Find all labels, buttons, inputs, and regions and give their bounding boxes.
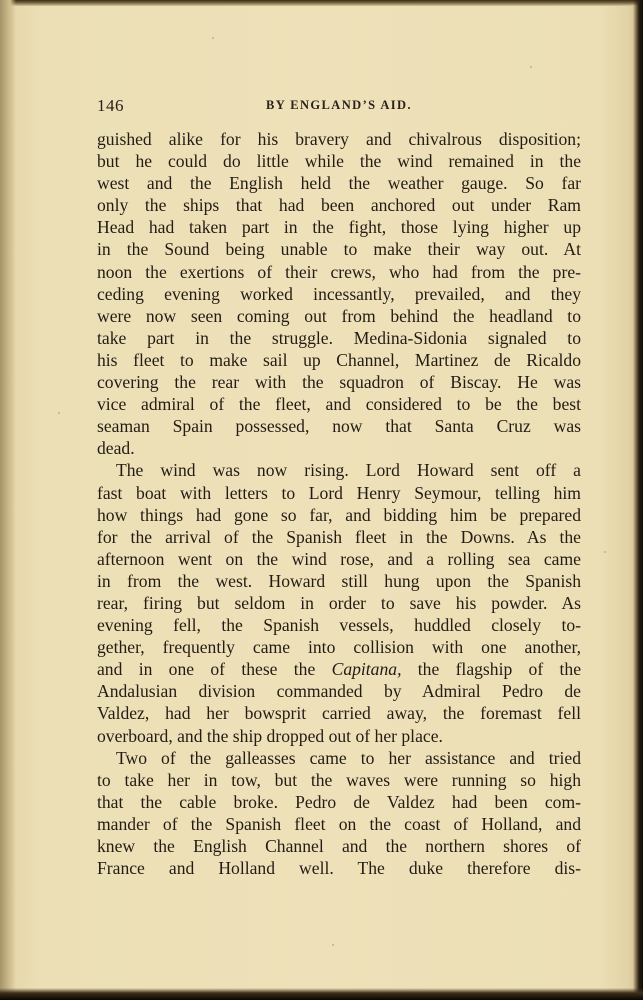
text-line: Andalusian division commanded by Admiral Pedro de: [97, 681, 581, 702]
text-line: noon the exertions of their crews, who had from the pre-: [97, 261, 581, 282]
gutter-shadow: [0, 0, 16, 1000]
paper-fleck: [212, 37, 214, 39]
page-top-edge: [0, 0, 643, 6]
text-line: west and the English held the weather gauge. So far: [97, 173, 581, 194]
text-line: ceding evening worked incessantly, prevailed, and they: [97, 283, 581, 304]
text-line: that the cable broke. Pedro de Valdez had been com-: [97, 791, 581, 812]
paper-fleck: [530, 66, 532, 68]
text-line: overboard, and the ship dropped out of her place.: [97, 725, 443, 746]
text-line: evening fell, the Spanish vessels, huddled closely to-: [97, 615, 581, 636]
running-head: [97, 96, 581, 118]
text-line: knew the English Channel and the northern shores of: [97, 836, 581, 856]
paragraph-first-line: The wind was now rising. Lord Howard sent off a: [116, 460, 581, 481]
page-number: 146: [97, 96, 124, 115]
running-title: BY ENGLAND’S AID.: [266, 98, 412, 112]
text-line: France and Holland well. The duke therefore dis-: [97, 858, 581, 879]
text-line: but he could do little while the wind remained in the: [97, 151, 581, 172]
page-right-edge: [633, 0, 643, 1000]
text-line: Head had taken part in the fight, those lying higher up: [97, 217, 581, 238]
text-line: fast boat with letters to Lord Henry Seymour, telling him: [97, 482, 581, 503]
ship-name: Capitana,: [331, 659, 402, 680]
text-line: gether, frequently came into collision with one another,: [97, 637, 581, 658]
text-line: vice admiral of the fleet, and considered to be the best: [97, 394, 581, 415]
paper-fleck: [58, 412, 60, 414]
text-line: dead.: [97, 438, 135, 459]
text-line: afternoon went on the wind rose, and a rolling sea came: [97, 548, 581, 569]
text-line: covering the rear with the squadron of Biscay. He was: [97, 372, 581, 393]
text-line: to take her in tow, but the waves were running so high: [97, 769, 581, 790]
text-line: [97, 658, 581, 680]
text-line: mander of the Spanish fleet on the coast of Holland, and: [97, 813, 581, 834]
text-line: take part in the struggle. Medina-Sidonia signaled to: [97, 327, 581, 348]
text-line: were now seen coming out from behind the headland to: [97, 305, 581, 326]
text-line: guished alike for his bravery and chivalrous disposition;: [97, 129, 581, 149]
paper-fleck: [604, 551, 606, 553]
text-line: in the Sound being unable to make their way out. At: [97, 239, 581, 260]
text-line: how things had gone so far, and bidding him be prepared: [97, 504, 581, 525]
text-line: Valdez, had her bowsprit carried away, the foremast fell: [97, 703, 581, 724]
page-bottom-edge: [0, 988, 643, 1000]
text-line: seaman Spain possessed, now that Santa Cruz was: [97, 416, 581, 437]
paper-fleck: [332, 944, 334, 946]
body-text: [97, 128, 581, 879]
text-line: for the arrival of the Spanish fleet in the Downs. As the: [97, 526, 581, 547]
text-line: rear, firing but seldom in order to save his powder. As: [97, 592, 581, 613]
paragraph-first-line: Two of the galleasses came to her assistance and tried: [116, 747, 581, 768]
text-line: in from the west. Howard still hung upon the Spanish: [97, 570, 581, 591]
text-line-end: the flagship of the: [401, 659, 581, 680]
text-line: only the ships that had been anchored out under Ram: [97, 195, 581, 216]
text-line: his fleet to make sail up Channel, Martinez de Ricaldo: [97, 349, 581, 370]
text-line-start: and in one of these the: [97, 659, 332, 680]
